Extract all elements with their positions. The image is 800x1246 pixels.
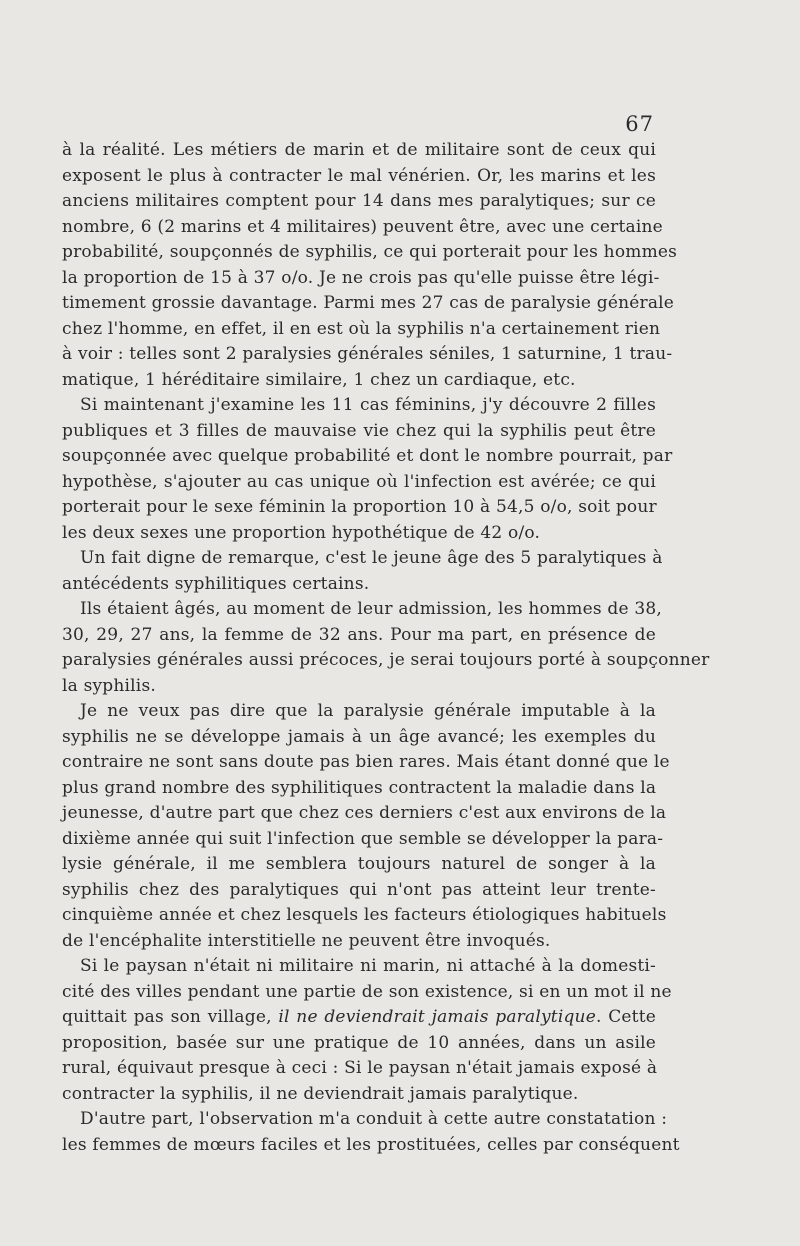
text-line: timement grossie davantage. Parmi mes 27 cas de paralysie générale <box>62 293 675 313</box>
text-line: soupçonnée avec quelque probabilité et dont le nombre pourrait, par <box>62 446 673 466</box>
text-line: hypothèse, s'ajouter au cas unique où l'infection est avérée; ce qui <box>62 471 656 492</box>
paragraph <box>62 699 670 954</box>
text-line: matique, 1 héréditaire similaire, 1 chez un cardiaque, etc. <box>62 369 576 390</box>
text-line: de l'encéphalite interstitielle ne peuvent être invoqués. <box>62 930 551 951</box>
text-line: cinquième année et chez lesquels les facteurs étiologiques habituels <box>62 905 667 925</box>
text-line: anciens militaires comptent pour 14 dans mes paralytiques; sur ce <box>62 191 656 211</box>
text-line: lysie générale, il me semblera toujours naturel de songer à la <box>62 854 656 874</box>
text-line: 30, 29, 27 ans, la femme de 32 ans. Pour ma part, en présence de <box>62 624 656 645</box>
text-line: paralysies générales aussi précoces, je serai toujours porté à soupçonner <box>62 650 710 670</box>
text-line: nombre, 6 (2 marins et 4 militaires) peuvent être, avec une certaine <box>62 216 663 237</box>
paragraph <box>62 393 673 546</box>
text-line: dixième année qui suit l'infection que semble se développer la para- <box>62 828 664 849</box>
text-line: les deux sexes une proportion hypothétique de 42 o/o. <box>62 522 541 543</box>
text-line: Si le paysan n'était ni militaire ni marin, ni attaché à la domesti- <box>80 956 656 976</box>
text-line: D'autre part, l'observation m'a conduit à cette autre constatation : <box>80 1109 668 1129</box>
text-line: chez l'homme, en effet, il en est où la syphilis n'a certainement rien <box>62 318 661 339</box>
text-line: syphilis chez des paralytiques qui n'ont pas atteint leur trente- <box>62 879 656 900</box>
paragraph <box>62 597 710 699</box>
text-line: Je ne veux pas dire que la paralysie générale imputable à la <box>80 701 656 721</box>
text-line: porterait pour le sexe féminin la proportion 10 à 54,5 o/o, soit pour <box>62 497 657 517</box>
text-line: à voir : telles sont 2 paralysies générales séniles, 1 saturnine, 1 trau- <box>62 344 673 364</box>
text-line: jeunesse, d'autre part que chez ces derniers c'est aux environs de la <box>62 803 667 823</box>
text-line: contracter la syphilis, il ne deviendrait jamais paralytique. <box>62 1083 579 1104</box>
text-line: syphilis ne se développe jamais à un âge avancé; les exemples du <box>62 726 656 747</box>
text-line: antécédents syphilitiques certains. <box>62 573 370 594</box>
text-line: les femmes de mœurs faciles et les prostituées, celles par conséquent <box>62 1134 680 1155</box>
text-line: à la réalité. Les métiers de marin et de militaire sont de ceux qui <box>62 140 656 160</box>
text-line: probabilité, soupçonnés de syphilis, ce qui porterait pour les hommes <box>62 242 678 262</box>
paragraph <box>62 954 672 1107</box>
text-line: exposent le plus à contracter le mal vénérien. Or, les marins et les <box>62 165 656 186</box>
paragraph <box>62 546 663 597</box>
body-text <box>62 138 710 1158</box>
text-line: quittait pas son village, il ne deviendrait jamais paralytique. Cette <box>62 1007 656 1027</box>
text-line: la syphilis. <box>62 675 156 696</box>
text-line: proposition, basée sur une pratique de 10 années, dans un asile <box>62 1032 656 1053</box>
paragraph <box>62 1107 680 1158</box>
text-line: Un fait digne de remarque, c'est le jeune âge des 5 paralytiques à <box>80 548 663 568</box>
text-line: la proportion de 15 à 37 o/o. Je ne crois pas qu'elle puisse être légi- <box>62 267 660 288</box>
page-number: 67 <box>625 112 654 136</box>
text-line: Si maintenant j'examine les 11 cas féminins, j'y découvre 2 filles <box>80 395 656 415</box>
text-line: Ils étaient âgés, au moment de leur admission, les hommes de 38, <box>80 599 663 619</box>
text-line: plus grand nombre des syphilitiques contractent la maladie dans la <box>62 777 657 798</box>
text-line: contraire ne sont sans doute pas bien rares. Mais étant donné que le <box>62 752 670 772</box>
text-line: rural, équivaut presque à ceci : Si le paysan n'était jamais exposé à <box>62 1058 658 1078</box>
text-line: cité des villes pendant une partie de son existence, si en un mot il ne <box>62 981 672 1002</box>
text-line: publiques et 3 filles de mauvaise vie chez qui la syphilis peut être <box>62 420 656 441</box>
paragraph <box>62 138 678 393</box>
